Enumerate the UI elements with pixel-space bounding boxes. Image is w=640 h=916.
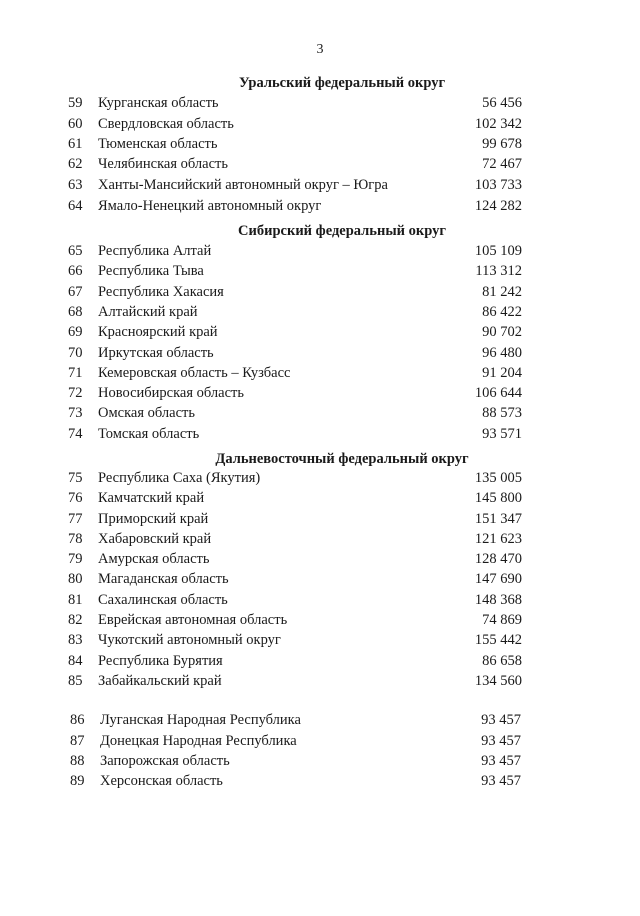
row-number: 78: [68, 531, 83, 547]
region-value: 56 456: [482, 95, 522, 111]
region-value: 81 242: [482, 284, 522, 300]
region-value: 151 347: [474, 511, 522, 527]
row-number: 59: [68, 95, 83, 111]
row-number: 77: [68, 511, 83, 527]
row-number: 74: [68, 426, 83, 442]
row-number: 60: [68, 116, 83, 132]
row-number: 76: [68, 490, 83, 506]
region-value: 105 109: [474, 243, 522, 259]
table-row: [0, 651, 640, 671]
row-number: 87: [70, 733, 85, 749]
region-name: Республика Тыва: [98, 263, 204, 279]
region-value: 121 623: [474, 531, 522, 547]
region-value: 145 800: [474, 490, 522, 506]
region-value: 113 312: [475, 263, 522, 279]
table-row: [0, 134, 640, 154]
region-name: Республика Хакасия: [98, 284, 224, 300]
section-title-far-east: Дальневосточный федеральный округ: [215, 451, 469, 467]
row-number: 72: [68, 385, 83, 401]
region-name: Республика Бурятия: [98, 653, 223, 669]
row-number: 81: [68, 592, 83, 608]
table-row: [0, 383, 640, 403]
table-row: [0, 590, 640, 610]
row-number: 69: [68, 324, 83, 340]
row-number: 80: [68, 571, 83, 587]
region-value: 91 204: [482, 365, 522, 381]
row-number: 85: [68, 673, 83, 689]
row-number: 64: [68, 198, 83, 214]
region-name: Свердловская область: [98, 116, 234, 132]
table-row: [0, 509, 640, 529]
region-value: 135 005: [474, 470, 522, 486]
table-row: [0, 196, 640, 216]
region-value: 106 644: [474, 385, 522, 401]
region-name: Республика Саха (Якутия): [98, 470, 261, 486]
row-number: 73: [68, 405, 83, 421]
region-value: 96 480: [482, 345, 522, 361]
region-name: Хабаровский край: [98, 531, 212, 547]
row-number: 67: [68, 284, 83, 300]
region-name: Иркутская область: [98, 345, 214, 361]
row-number: 82: [68, 612, 83, 628]
table-row: [0, 731, 640, 751]
table-row: [0, 630, 640, 650]
region-name: Забайкальский край: [98, 673, 222, 689]
region-name: Сахалинская область: [98, 592, 228, 608]
region-value: 99 678: [482, 136, 522, 152]
region-value: 93 457: [481, 712, 521, 728]
row-number: 89: [70, 773, 85, 789]
region-name: Республика Алтай: [98, 243, 212, 259]
table-row: [0, 403, 640, 423]
row-number: 86: [70, 712, 85, 728]
region-value: 93 457: [481, 753, 521, 769]
table-row: [0, 241, 640, 261]
region-value: 72 467: [482, 156, 522, 172]
region-name: Курганская область: [98, 95, 219, 111]
table-row: [0, 114, 640, 134]
row-number: 66: [68, 263, 83, 279]
region-name: Тюменская область: [98, 136, 218, 152]
table-row: [0, 93, 640, 113]
row-number: 61: [68, 136, 83, 152]
section-title-siberia: Сибирский федеральный округ: [238, 223, 446, 239]
region-name: Камчатский край: [98, 490, 205, 506]
region-name: Красноярский край: [98, 324, 218, 340]
table-row: [0, 175, 640, 195]
region-value: 124 282: [474, 198, 522, 214]
table-row: [0, 771, 640, 791]
section-title-ural: Уральский федеральный округ: [238, 75, 446, 91]
table-row: [0, 282, 640, 302]
region-value: 86 422: [482, 304, 522, 320]
region-value: 93 571: [482, 426, 522, 442]
region-name: Томская область: [98, 426, 200, 442]
row-number: 70: [68, 345, 83, 361]
row-number: 79: [68, 551, 83, 567]
row-number: 62: [68, 156, 83, 172]
row-number: 84: [68, 653, 83, 669]
table-row: [0, 751, 640, 771]
table-row: [0, 488, 640, 508]
region-name: Приморский край: [98, 511, 209, 527]
region-name: Амурская область: [98, 551, 210, 567]
region-name: Алтайский край: [98, 304, 198, 320]
region-name: Донецкая Народная Республика: [100, 733, 297, 749]
region-value: 86 658: [482, 653, 522, 669]
region-name: Херсонская область: [100, 773, 223, 789]
region-value: 148 368: [474, 592, 522, 608]
row-number: 83: [68, 632, 83, 648]
table-row: [0, 424, 640, 444]
region-value: 103 733: [474, 177, 522, 193]
region-name: Еврейская автономная область: [98, 612, 288, 628]
region-value: 155 442: [474, 632, 522, 648]
region-name: Ямало-Ненецкий автономный округ: [98, 198, 322, 214]
region-name: Новосибирская область: [98, 385, 244, 401]
row-number: 65: [68, 243, 83, 259]
table-row: [0, 610, 640, 630]
region-name: Ханты-Мансийский автономный округ – Югра: [98, 177, 388, 193]
region-name: Магаданская область: [98, 571, 229, 587]
region-name: Чукотский автономный округ: [98, 632, 281, 648]
row-number: 68: [68, 304, 83, 320]
page-number: 3: [316, 42, 324, 57]
row-number: 71: [68, 365, 83, 381]
region-value: 102 342: [474, 116, 522, 132]
region-value: 93 457: [481, 733, 521, 749]
table-row: [0, 710, 640, 730]
region-name: Запорожская область: [100, 753, 230, 769]
region-value: 90 702: [482, 324, 522, 340]
table-row: [0, 549, 640, 569]
region-name: Челябинская область: [98, 156, 228, 172]
table-row: [0, 529, 640, 549]
table-row: [0, 261, 640, 281]
table-row: [0, 468, 640, 488]
row-number: 75: [68, 470, 83, 486]
table-row: [0, 343, 640, 363]
region-value: 134 560: [474, 673, 522, 689]
table-row: [0, 302, 640, 322]
table-row: [0, 569, 640, 589]
table-row: [0, 322, 640, 342]
region-value: 88 573: [482, 405, 522, 421]
region-name: Кемеровская область – Кузбасс: [98, 365, 291, 381]
region-name: Омская область: [98, 405, 195, 421]
region-name: Луганская Народная Республика: [100, 712, 301, 728]
table-row: [0, 671, 640, 691]
row-number: 88: [70, 753, 85, 769]
region-value: 147 690: [474, 571, 522, 587]
region-value: 74 869: [482, 612, 522, 628]
region-value: 93 457: [481, 773, 521, 789]
table-row: [0, 363, 640, 383]
region-value: 128 470: [474, 551, 522, 567]
row-number: 63: [68, 177, 83, 193]
table-row: [0, 154, 640, 174]
